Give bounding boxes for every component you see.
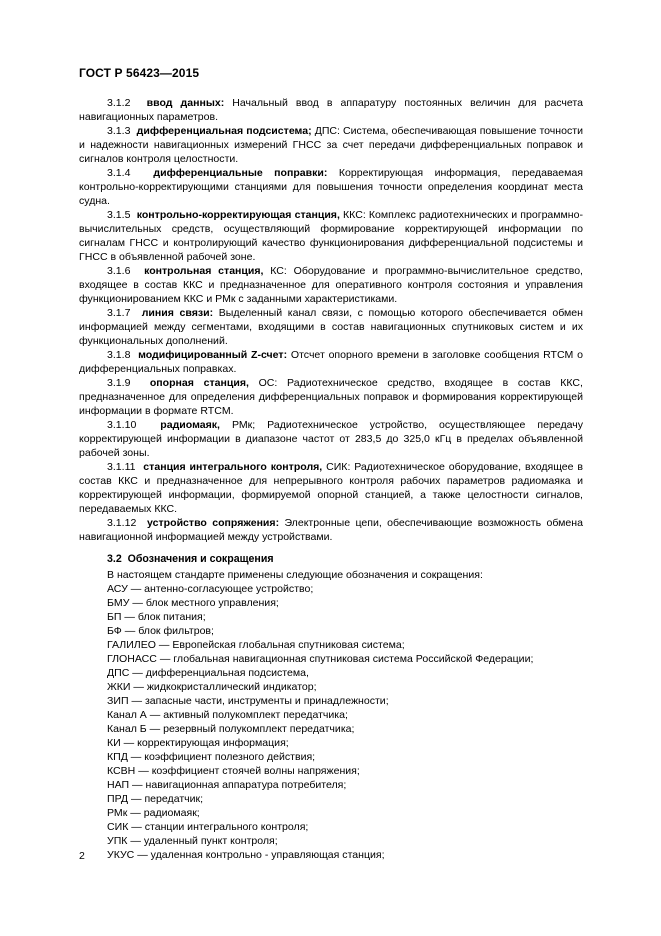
abbreviation-item: ДПС — дифференциальная подсистема, xyxy=(107,667,309,679)
definition-term: устройство сопряжения: xyxy=(147,517,280,529)
definition-text: КС: Оборудование и программно-вычислительное средство, входящее в состав ККС и предназначенное для оперативного контроля состояния и управления функционированием ККС и РМк с заданными характеристиками. xyxy=(79,265,583,305)
abbreviation-item: Канал А — активный полукомплект передатчика; xyxy=(107,709,348,721)
definition-term: контрольная станция, xyxy=(144,265,264,277)
abbreviation-item: АСУ — антенно-согласующее устройство; xyxy=(107,583,314,595)
definitions-list xyxy=(79,96,583,544)
definition-term: линия связи: xyxy=(141,307,214,319)
page-content xyxy=(79,96,583,862)
definition-text: Электронные цепи, обеспечивающие возможность обмена навигационной информацией между устройствами. xyxy=(79,517,583,543)
definition-text: РМк; Радиотехническое устройство, осуществляющее передачу корректирующей информации в диапазоне частот от 283,5 до 325,0 кГц в пределах объявленной рабочей зоны. xyxy=(79,419,583,459)
definition-number: 3.1.12 xyxy=(107,517,137,529)
section-number: 3.2 xyxy=(107,553,122,565)
definition-text: ДПС: Система, обеспечивающая повышение точности и надежности навигационных измерений ГНСС за счет передачи дифференциальных поправок и сигналов контроля целостности. xyxy=(79,125,583,165)
definition-number: 3.1.9 xyxy=(107,377,131,389)
definition-text: Выделенный канал связи, с помощью которого обеспечивается обмен информацией между сегментами, входящими в состав навигационных спутниковых систем и их функциональных дополнений. xyxy=(79,307,583,347)
definition-text: Отсчет опорного времени в заголовке сообщения RTCM о дифференциальных поправках. xyxy=(79,349,583,375)
abbreviation-item: ЗИП — запасные части, инструменты и принадлежности; xyxy=(107,695,389,707)
document-header: ГОСТ Р 56423—2015 xyxy=(79,66,200,80)
definition-number: 3.1.10 xyxy=(107,419,137,431)
abbreviation-item: УПК — удаленный пункт контроля; xyxy=(107,835,278,847)
abbreviation-item: УКУС — удаленная контрольно - управляющая станция; xyxy=(107,849,385,861)
definition-text: Корректирующая информация, передаваемая контрольно-корректирующими станциями для повышения точности определения координат места судна. xyxy=(79,167,583,207)
definition-item xyxy=(79,264,583,306)
abbreviation-item: КИ — корректирующая информация; xyxy=(107,737,289,749)
abbreviation-item: Канал Б — резервный полукомплект передатчика; xyxy=(107,723,355,735)
definition-number: 3.1.7 xyxy=(107,307,131,319)
abbreviations-list xyxy=(79,582,583,862)
section-title: Обозначения и сокращения xyxy=(127,553,274,565)
abbreviation-item: БФ — блок фильтров; xyxy=(107,625,214,637)
definition-item xyxy=(79,96,583,124)
section-intro: В настоящем стандарте применены следующие обозначения и сокращения: xyxy=(107,569,483,581)
definition-term: модифицированный Z-счет: xyxy=(138,349,288,361)
abbreviation-item: ПРД — передатчик; xyxy=(107,793,204,805)
definition-number: 3.1.4 xyxy=(107,167,131,179)
definition-term: ввод данных: xyxy=(146,97,225,109)
abbreviation-item: РМк — радиомаяк; xyxy=(107,807,200,819)
definition-text: ККС: Комплекс радиотехнических и программно-вычислительных средств, осуществляющий формирование корректирующей информации по сигналам ГНСС и контролирующий качество функционирования дифференциальной подсистемы и ГНСС в объявленной рабочей зоне. xyxy=(79,209,584,263)
definition-term: радиомаяк, xyxy=(160,419,220,431)
definition-number: 3.1.3 xyxy=(107,125,131,137)
definition-term: станция интегрального контроля, xyxy=(143,461,323,473)
abbreviation-item: ЖКИ — жидкокристаллический индикатор; xyxy=(107,681,317,693)
abbreviation-item: БП — блок питания; xyxy=(107,611,206,623)
definition-number: 3.1.5 xyxy=(107,209,131,221)
definition-item xyxy=(79,166,583,208)
definition-item xyxy=(79,418,583,460)
definition-item xyxy=(79,376,583,418)
definition-item xyxy=(79,348,583,376)
definition-text: Начальный ввод в аппаратуру постоянных величин для расчета навигационных параметров. xyxy=(79,97,583,123)
section-heading xyxy=(79,552,583,566)
definition-item xyxy=(79,516,583,544)
definition-term: контрольно-корректирующая станция, xyxy=(136,209,340,221)
page-number: 2 xyxy=(79,850,85,862)
definition-term: дифференциальные поправки: xyxy=(153,167,328,179)
definition-number: 3.1.11 xyxy=(107,461,136,473)
definition-item xyxy=(79,460,583,516)
definition-text: СИК: Радиотехническое оборудование, входящее в состав ККС и предназначенное для непрерывного контроля рабочих параметров радиомаяка и корректирующей информации, формируемой опорной станцией, а также целостности сигналов, передаваемых ККС. xyxy=(79,461,583,515)
abbreviation-item: КСВН — коэффициент стоячей волны напряжения; xyxy=(107,765,360,777)
definition-term: дифференциальная подсистема; xyxy=(136,125,312,137)
definition-number: 3.1.6 xyxy=(107,265,131,277)
definition-number: 3.1.8 xyxy=(107,349,131,361)
abbreviation-item: БМУ — блок местного управления; xyxy=(107,597,279,609)
abbreviation-item: ГАЛИЛЕО — Европейская глобальная спутниковая система; xyxy=(107,639,405,651)
abbreviation-item: НАП — навигационная аппаратура потребителя; xyxy=(107,779,347,791)
definition-text: ОС: Радиотехническое средство, входящее в состав ККС, предназначенное для определения дифференциальных поправок и формирования корректирующей информации в формате RTCM. xyxy=(79,377,583,417)
abbreviation-item: ГЛОНАСС — глобальная навигационная спутниковая система Российской Федерации; xyxy=(107,653,534,665)
definition-item xyxy=(79,306,583,348)
abbreviation-item: КПД — коэффициент полезного действия; xyxy=(107,751,316,763)
definition-item xyxy=(79,124,583,166)
definition-number: 3.1.2 xyxy=(107,97,131,109)
abbreviation-item: СИК — станции интегрального контроля; xyxy=(107,821,309,833)
definition-term: опорная станция, xyxy=(149,377,249,389)
definition-item xyxy=(79,208,583,264)
